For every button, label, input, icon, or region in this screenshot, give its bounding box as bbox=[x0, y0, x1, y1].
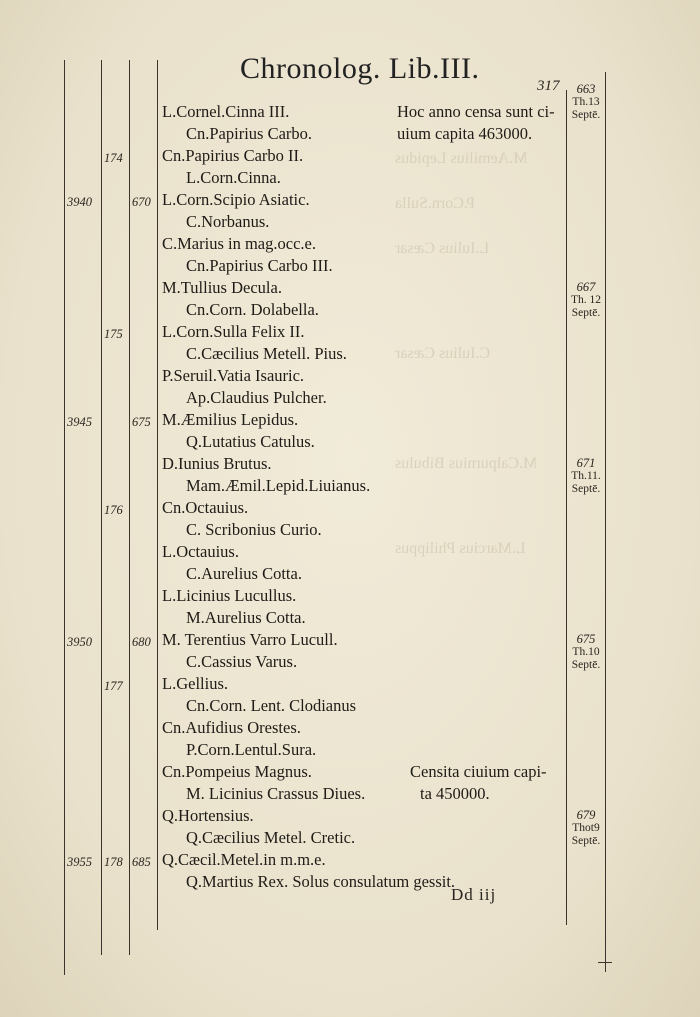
census-note-line: uium capita 463000. bbox=[397, 124, 533, 143]
consul-row: Cn.Corn. Lent. Clodianus bbox=[186, 696, 357, 715]
consul-row: L.Corn.Sulla Felix II. bbox=[162, 322, 305, 341]
bleed-through-text: M.Calpurnius Bibulus bbox=[395, 455, 538, 472]
column-rule bbox=[129, 60, 130, 955]
consul-row: Cn.Aufidius Orestes. bbox=[162, 718, 301, 737]
olympiad-number: 177 bbox=[104, 679, 123, 693]
consul-row: Q.Hortensius. bbox=[162, 806, 254, 825]
side-note-year: 679 bbox=[576, 808, 596, 822]
census-note-line: ta 450000. bbox=[420, 784, 490, 803]
consul-row: Q.Lutatius Catulus. bbox=[186, 432, 315, 451]
consul-row: Cn.Papirius Carbo II. bbox=[162, 146, 304, 165]
bleed-through-text: L.Iulius Cæsar bbox=[395, 240, 490, 257]
olympiad-number: 174 bbox=[104, 151, 123, 165]
side-note-line3: Septē. bbox=[571, 483, 601, 495]
side-note-year: 675 bbox=[576, 632, 596, 646]
consul-row: L.Octauius. bbox=[162, 542, 239, 561]
column-rule bbox=[101, 60, 102, 955]
mundi-number: 3940 bbox=[67, 195, 92, 209]
side-note bbox=[566, 809, 606, 848]
consul-row: P.Seruil.Vatia Isauric. bbox=[162, 366, 305, 385]
mundi-number: 3950 bbox=[67, 635, 92, 649]
consul-row: M.Tullius Decula. bbox=[162, 278, 282, 297]
olympiad-number: 175 bbox=[104, 327, 123, 341]
urbis-number: 675 bbox=[132, 415, 151, 429]
column-rule bbox=[566, 90, 567, 925]
consul-row: Cn.Octauius. bbox=[162, 498, 249, 517]
side-note-line3: Septē. bbox=[571, 659, 601, 671]
side-note-line2: Th.13 bbox=[572, 96, 600, 108]
olympiad-number: 178 bbox=[104, 855, 123, 869]
consul-row: M.Aurelius Cotta. bbox=[186, 608, 306, 627]
consul-row: C.Aurelius Cotta. bbox=[186, 564, 302, 583]
consul-row: Cn.Papirius Carbo III. bbox=[186, 256, 333, 275]
side-note-line3: Septē. bbox=[571, 307, 601, 319]
consul-row: D.Iunius Brutus. bbox=[162, 454, 272, 473]
side-note-year: 667 bbox=[576, 280, 596, 294]
signature-mark: Dd iij bbox=[451, 885, 497, 904]
consul-row: C.Norbanus. bbox=[186, 212, 270, 231]
consul-row: Ap.Claudius Pulcher. bbox=[186, 388, 327, 407]
consul-row: C.Cassius Varus. bbox=[186, 652, 298, 671]
consul-row: Cn.Pompeius Magnus. bbox=[162, 762, 312, 781]
side-note bbox=[566, 83, 606, 122]
olympiad-number: 176 bbox=[104, 503, 123, 517]
side-note-line2: Th.11. bbox=[571, 470, 601, 482]
side-note-year: 663 bbox=[576, 82, 596, 96]
consul-row: L.Licinius Lucullus. bbox=[162, 586, 297, 605]
census-note-line: Censita ciuium capi- bbox=[410, 762, 547, 781]
consul-row: C.Marius in mag.occ.e. bbox=[162, 234, 316, 253]
urbis-number: 680 bbox=[132, 635, 151, 649]
consul-row: Q.Cæcilius Metel. Cretic. bbox=[186, 828, 356, 847]
consul-row: Mam.Æmil.Lepid.Liuianus. bbox=[186, 476, 371, 495]
page-number: 317 bbox=[537, 78, 560, 94]
consul-row: Q.Martius Rex. Solus consulatum gessit. bbox=[186, 872, 456, 891]
consul-row: L.Corn.Cinna. bbox=[186, 168, 281, 187]
side-note-line2: Th. 12 bbox=[570, 294, 602, 306]
side-note-line2: Thot9 bbox=[572, 822, 600, 834]
census-note-line: Hoc anno censa sunt ci- bbox=[397, 102, 555, 121]
mundi-number: 3955 bbox=[67, 855, 92, 869]
consul-row: M. Terentius Varro Lucull. bbox=[162, 630, 338, 649]
urbis-number: 685 bbox=[132, 855, 151, 869]
bleed-through-text: M.Aemilius Lepidus bbox=[395, 150, 528, 167]
consul-row: P.Corn.Lentul.Sura. bbox=[186, 740, 317, 759]
column-rule bbox=[157, 60, 158, 930]
bleed-through-text: L.Marcius Philippus bbox=[395, 540, 526, 557]
side-note-line3: Septē. bbox=[571, 109, 601, 121]
consul-row: Q.Cæcil.Metel.in m.m.e. bbox=[162, 850, 326, 869]
column-rule bbox=[64, 60, 65, 975]
consul-row: C.Cæcilius Metell. Pius. bbox=[186, 344, 347, 363]
urbis-number: 670 bbox=[132, 195, 151, 209]
side-note-year: 671 bbox=[576, 456, 596, 470]
consul-row: L.Gellius. bbox=[162, 674, 228, 693]
consul-row: L.Cornel.Cinna III. bbox=[162, 102, 290, 121]
bleed-through-text: C.Iulius Cæsar bbox=[395, 345, 491, 362]
consul-row: M. Licinius Crassus Diues. bbox=[186, 784, 366, 803]
consul-row: L.Corn.Scipio Asiatic. bbox=[162, 190, 310, 209]
consul-row: C. Scribonius Curio. bbox=[186, 520, 322, 539]
side-note-line2: Th.10 bbox=[572, 646, 600, 658]
side-note bbox=[566, 457, 606, 496]
side-note bbox=[566, 633, 606, 672]
side-note-line3: Septē. bbox=[571, 835, 601, 847]
side-note bbox=[566, 281, 606, 320]
consul-row: M.Æmilius Lepidus. bbox=[162, 410, 299, 429]
page-title: Chronolog. Lib.III. bbox=[240, 52, 480, 85]
consul-row: Cn.Papirius Carbo. bbox=[186, 124, 313, 143]
bleed-through-text: P.Corn.Sulla bbox=[395, 195, 476, 212]
mundi-number: 3945 bbox=[67, 415, 92, 429]
corner-mark bbox=[598, 962, 612, 963]
consul-row: Cn.Corn. Dolabella. bbox=[186, 300, 319, 319]
